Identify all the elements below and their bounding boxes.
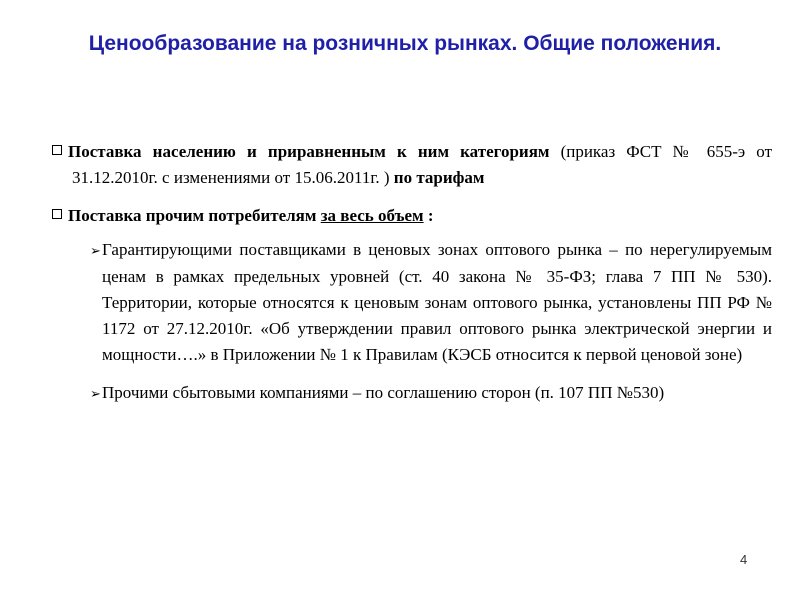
bullet1-plain-text: (приказ ФСТ № 655-э от 31.12.2010г. с изменениями от 15.06.2011г. ) [72,142,773,187]
sub-item-text: Прочими сбытовыми компаниями – по соглашению сторон (п. 107 ПП №530) [102,383,665,402]
page-number: 4 [740,552,748,567]
bullet-item-other-consumers [52,203,772,229]
bullet1-tail-text: по тарифам [393,168,485,187]
sub-item-guaranteeing-suppliers [90,237,772,368]
arrow-bullet-icon: ➢ [90,243,101,258]
bullet2-underlined-text: за весь объем [320,206,424,225]
page-title: Ценообразование на розничных рынках. Общие положения. [88,32,722,55]
sub-item-other-sales-companies [90,380,772,407]
bullet-item-population [52,139,772,191]
slide-content [52,139,772,407]
checkbox-bullet-icon [52,209,62,219]
bullet2-bold-text: Поставка прочим потребителям [68,206,317,225]
arrow-bullet-icon: ➢ [90,386,101,401]
sub-item-text: Гарантирующими поставщиками в ценовых зонах оптового рынка – по нерегулируемым ценам в рамках предельных уровней (ст. 40 закона № 35-ФЗ; глава 7 ПП № 530). Территории, которые относятся к ценовым зонам оптового рынка, установлены ПП РФ № 1172 от 27.12.2010г. «Об утверждении правил оптового рынка электрической энергии и мощности….» в Приложении № 1 к Правилам (КЭСБ относится к первой ценовой зоне) [102,240,772,364]
checkbox-bullet-icon [52,145,62,155]
bullet2-colon: : [427,206,434,225]
bullet1-bold-text: Поставка населению и приравненным к ним категориям [68,142,550,161]
